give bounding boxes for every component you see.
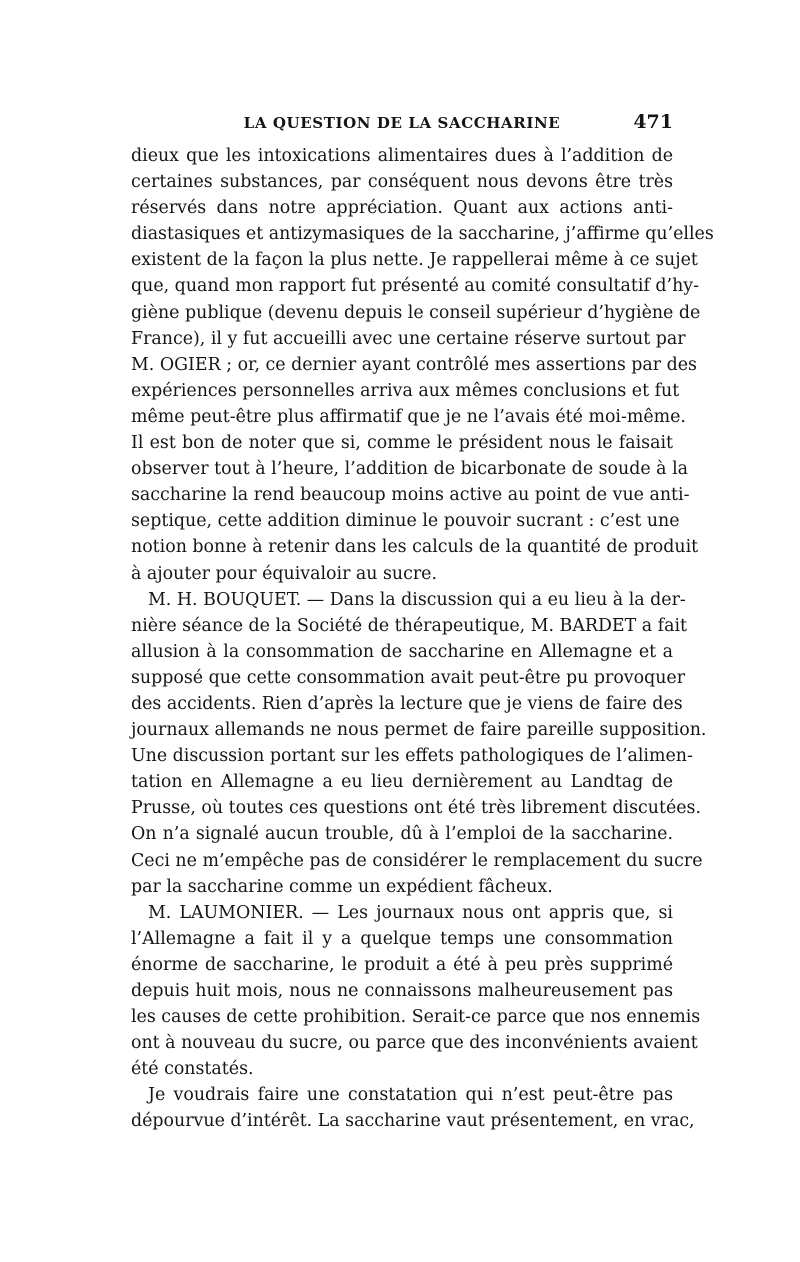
page-number: 471 (633, 111, 673, 133)
running-header (131, 112, 673, 136)
text-line: les causes de cette prohibition. Serait-ce parce que nos ennemis (131, 1007, 701, 1028)
text-line: nière séance de la Société de thérapeutique, M. BARDET a fait (131, 615, 688, 636)
text-line: l’Allemagne a fait il y a quelque temps une consommation (131, 928, 673, 949)
text-line: On n’a signalé aucun trouble, dû à l’emploi de la saccharine. (131, 824, 673, 845)
text-line: été constatés. (131, 1059, 254, 1080)
text-line: Il est bon de noter que si, comme le président nous le faisait (131, 433, 673, 454)
text-line: même peut-être plus affirmatif que je ne l’avais été moi-même. (131, 406, 686, 427)
text-line: septique, cette addition diminue le pouvoir sucrant : c’est une (131, 511, 680, 532)
text-line: Je voudrais faire une constatation qui n’est peut-être pas (148, 1085, 673, 1106)
body-text (131, 143, 714, 1135)
text-line: certaines substances, par conséquent nous devons être très (131, 172, 673, 193)
text-line: depuis huit mois, nous ne connaissons malheureusement pas (131, 981, 673, 1001)
text-line: observer tout à l’heure, l’addition de bicarbonate de soude à la (131, 459, 689, 480)
running-title: LA QUESTION DE LA SACCHARINE (243, 114, 561, 132)
text-line: dépourvue d’intérêt. La saccharine vaut présentement, en vrac, (131, 1111, 695, 1132)
text-line: giène publique (devenu depuis le conseil supérieur d’hygiène de (131, 302, 701, 323)
text-line: que, quand mon rapport fut présenté au comité consultatif d’hy- (131, 276, 699, 297)
text-line: par la saccharine comme un expédient fâcheux. (131, 876, 553, 897)
text-line: existent de la façon la plus nette. Je rappellerai même à ce sujet (131, 250, 698, 271)
text-line: dieux que les intoxications alimentaires dues à l’addition de (131, 146, 673, 166)
text-line: allusion à la consommation de saccharine en Allemagne et a (131, 641, 673, 662)
text-line: diastasiques et antizymasiques de la saccharine, j’affirme qu’elles (131, 224, 714, 245)
text-line: Prusse, où toutes ces questions ont été très librement discutées. (131, 798, 701, 819)
text-line: saccharine la rend beaucoup moins active au point de vue anti- (131, 485, 690, 506)
text-line: des accidents. Rien d’après la lecture que je viens de faire des (131, 693, 683, 714)
text-line: journaux allemands ne nous permet de faire pareille supposition. (131, 720, 707, 741)
text-line: supposé que cette consommation avait peut-être pu provoquer (131, 667, 686, 688)
text-line: M. H. BOUQUET. — Dans la discussion qui a eu lieu à la der- (148, 589, 686, 610)
text-line: Ceci ne m’empêche pas de considérer le remplacement du sucre (131, 850, 703, 871)
text-line: énorme de saccharine, le produit a été à peu près supprimé (131, 954, 673, 975)
text-line: France), il y fut accueilli avec une certaine réserve surtout par (131, 328, 686, 349)
text-line: ont à nouveau du sucre, ou parce que des inconvénients avaient (131, 1033, 698, 1054)
page-margin-bottom (0, 1120, 800, 1262)
text-line: M. LAUMONIER. — Les journaux nous ont appris que, si (148, 902, 673, 923)
text-line: notion bonne à retenir dans les calculs de la quantité de produit (131, 537, 699, 558)
text-line: réservés dans notre appréciation. Quant aux actions anti- (131, 198, 673, 219)
text-line: Une discussion portant sur les effets pathologiques de l’alimen- (131, 746, 693, 767)
text-line: à ajouter pour équivaloir au sucre. (131, 563, 438, 584)
text-line: tation en Allemagne a eu lieu dernièrement au Landtag de (131, 772, 673, 793)
text-line: M. OGIER ; or, ce dernier ayant contrôlé mes assertions par des (131, 354, 697, 375)
text-line: expériences personnelles arriva aux mêmes conclusions et fut (131, 380, 680, 401)
